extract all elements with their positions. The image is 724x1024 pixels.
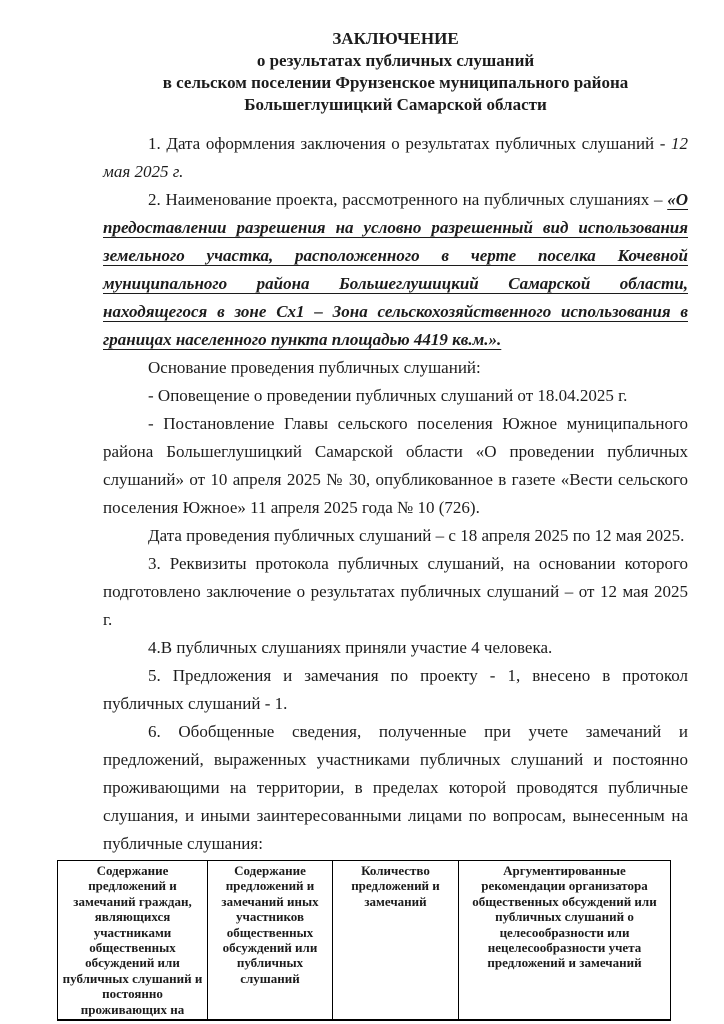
conclusion-date-label: 1. Дата оформления заключения о результатах публичных слушаний -: [148, 134, 671, 153]
table-header-proposals-count: Количество предложений и замечаний: [333, 861, 459, 1021]
conclusion-date-value: 12 мая 2025 г.: [103, 134, 688, 181]
title-line-1: ЗАКЛЮЧЕНИЕ: [332, 29, 459, 48]
paragraph-proposals-count: 5. Предложения и замечания по проекту - 1, внесено в протокол публичных слушаний - 1.: [103, 666, 688, 713]
paragraph-summary-intro: 6. Обобщенные сведения, полученные при учете замечаний и предложений, выраженных участниками публичных слушаний и постоянно проживающими на территории, в пределах которой проводятся публичные слушания, и иными заинтересованными лицами по вопросам, вынесенным на публичные слушания:: [103, 722, 688, 853]
paragraph-notice-item: - Оповещение о проведении публичных слушаний от 18.04.2025 г.: [148, 386, 628, 405]
document-title: [103, 28, 688, 116]
proposals-summary-table: [57, 860, 671, 1021]
project-name-label: 2. Наименование проекта, рассмотренного на публичных слушаниях –: [148, 190, 668, 209]
paragraph-protocol-details: 3. Реквизиты протокола публичных слушаний, на основании которого подготовлено заключение о результатах публичных слушаний – от 12 мая 2025 г.: [103, 554, 688, 629]
table-header-citizens-proposals: Содержание предложений и замечаний граждан, являющихся участниками общественных обсуждений или публичных слушаний и постоянно проживающих на: [58, 861, 208, 1021]
paragraph-participants-count: 4.В публичных слушаниях приняли участие 4 человека.: [148, 638, 553, 657]
document-body: [103, 130, 688, 858]
title-line-4: Большеглушицкий Самарской области: [244, 95, 547, 114]
paragraph-conclusion-date: [103, 130, 688, 186]
table-header-other-participants-proposals: Содержание предложений и замечаний иных участников общественных обсуждений или публичных слушаний: [208, 861, 333, 1021]
paragraph-project-name: [103, 186, 688, 354]
title-line-2: о результатах публичных слушаний: [256, 51, 535, 70]
project-name-quote: «О предоставлении разрешения на условно разрешенный вид использования земельного участка, расположенного в черте поселка Кочевной муниципального района Большеглушицкий Самарской области, находящегося в зоне Сх1 – Зона сельскохозяйственного использования в границах населенного пункта площадью 4419 кв.м.».: [103, 190, 688, 349]
title-line-3: в сельском поселении Фрунзенское муниципального района: [162, 73, 629, 92]
paragraph-resolution-item: - Постановление Главы сельского поселения Южное муниципального района Большеглушицкий Самарской области «О проведении публичных слушаний» от 10 апреля 2025 № 30, опубликованное в газете «Вести сельского поселения Южное» 11 апреля 2025 года № 10 (726).: [103, 414, 688, 517]
table-header-organizer-recommendations: Аргументированные рекомендации организатора общественных обсуждений или публичных слушаний о целесообразности или нецелесообразности учета предложений и замечаний: [459, 861, 671, 1021]
table-header-row: [58, 861, 671, 1021]
paragraph-hearing-basis: Основание проведения публичных слушаний:: [148, 358, 481, 377]
paragraph-hearing-dates: Дата проведения публичных слушаний – с 18 апреля 2025 по 12 мая 2025.: [148, 526, 685, 545]
